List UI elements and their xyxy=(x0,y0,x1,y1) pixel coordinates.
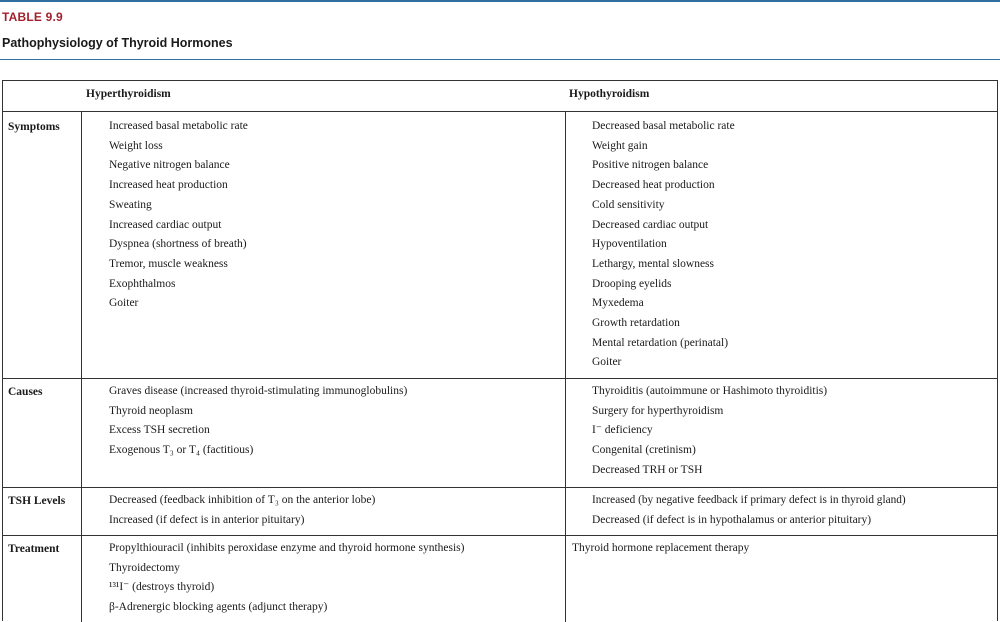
causes-hyper-list xyxy=(109,382,407,461)
list-item: Positive nitrogen balance xyxy=(592,159,709,172)
list-item: β-Adrenergic blocking agents (adjunct therapy) xyxy=(109,601,328,614)
causes-hypo-list xyxy=(592,382,827,481)
table-title: Pathophysiology of Thyroid Hormones xyxy=(2,36,233,50)
list-item: Increased heat production xyxy=(109,179,228,192)
thyroid-table xyxy=(2,80,998,621)
list-item: Increased (by negative feedback if primary defect is in thyroid gland) xyxy=(592,494,906,506)
list-item: Dyspnea (shortness of breath) xyxy=(109,238,247,251)
list-item: ¹³¹I⁻ (destroys thyroid) xyxy=(109,581,215,594)
treatment-hypo-list xyxy=(572,539,749,559)
symptoms-row xyxy=(3,111,997,378)
list-item: Exophthalmos xyxy=(109,277,176,290)
symptoms-hyper-list xyxy=(109,117,248,314)
list-item: Increased basal metabolic rate xyxy=(109,120,248,132)
list-item: Tremor, muscle weakness xyxy=(109,257,228,270)
list-item: Thyroid neoplasm xyxy=(109,404,193,417)
list-item: Increased cardiac output xyxy=(109,218,222,231)
header-hypothyroidism: Hypothyroidism xyxy=(569,88,650,100)
tsh-hyper-list xyxy=(109,491,375,530)
treatment-row xyxy=(3,535,997,622)
tsh-levels-row xyxy=(3,487,997,535)
list-item: Sweating xyxy=(109,198,152,211)
row-label-symptoms: Symptoms xyxy=(8,121,60,133)
list-item: Decreased TRH or TSH xyxy=(592,463,703,476)
list-item: Growth retardation xyxy=(592,317,680,330)
list-item: Decreased cardiac output xyxy=(592,218,709,231)
list-item: I⁻ deficiency xyxy=(592,424,653,437)
list-item: Hypoventilation xyxy=(592,238,667,251)
list-item: Congenital (cretinism) xyxy=(592,444,696,457)
list-item: Thyroidectomy xyxy=(109,561,180,574)
row-label-tsh-levels: TSH Levels xyxy=(8,495,66,507)
list-item: Decreased heat production xyxy=(592,179,715,192)
tsh-hypo-list xyxy=(592,491,906,530)
row-label-causes: Causes xyxy=(8,386,43,398)
list-item: Goiter xyxy=(592,356,622,369)
list-item: Goiter xyxy=(109,297,139,310)
list-item: Exogenous T₃ or T₄ (factitious) xyxy=(109,444,254,457)
symptoms-hypo-list xyxy=(592,117,735,373)
list-item: Thyroiditis (autoimmune or Hashimoto thyroiditis) xyxy=(592,385,828,397)
list-item: Graves disease (increased thyroid-stimulating immunoglobulins) xyxy=(109,385,408,397)
list-item: Decreased basal metabolic rate xyxy=(592,120,735,132)
list-item: Decreased (if defect is in hypothalamus or anterior pituitary) xyxy=(592,513,872,526)
list-item: Weight loss xyxy=(109,139,163,152)
causes-row xyxy=(3,378,997,487)
top-rule xyxy=(0,0,1000,2)
list-item: Surgery for hyperthyroidism xyxy=(592,404,724,417)
list-item: Negative nitrogen balance xyxy=(109,159,230,172)
list-item: Excess TSH secretion xyxy=(109,424,210,437)
header-row xyxy=(3,81,997,111)
list-item: Mental retardation (perinatal) xyxy=(592,336,729,349)
list-item: Cold sensitivity xyxy=(592,198,665,211)
list-item: Decreased (feedback inhibition of T₃ on the anterior lobe) xyxy=(109,494,376,506)
list-item: Increased (if defect is in anterior pituitary) xyxy=(109,513,305,526)
header-hyperthyroidism: Hyperthyroidism xyxy=(86,88,171,100)
list-item: Propylthiouracil (inhibits peroxidase enzyme and thyroid hormone synthesis) xyxy=(109,542,465,554)
list-item: Drooping eyelids xyxy=(592,277,672,290)
title-rule xyxy=(0,59,1000,60)
list-item: Weight gain xyxy=(592,139,648,152)
table-label: TABLE 9.9 xyxy=(2,10,63,24)
list-item: Myxedema xyxy=(592,297,644,310)
row-label-treatment: Treatment xyxy=(8,543,60,555)
list-item: Lethargy, mental slowness xyxy=(592,257,715,270)
treatment-hyper-list xyxy=(109,539,464,618)
list-item: Thyroid hormone replacement therapy xyxy=(572,542,750,554)
